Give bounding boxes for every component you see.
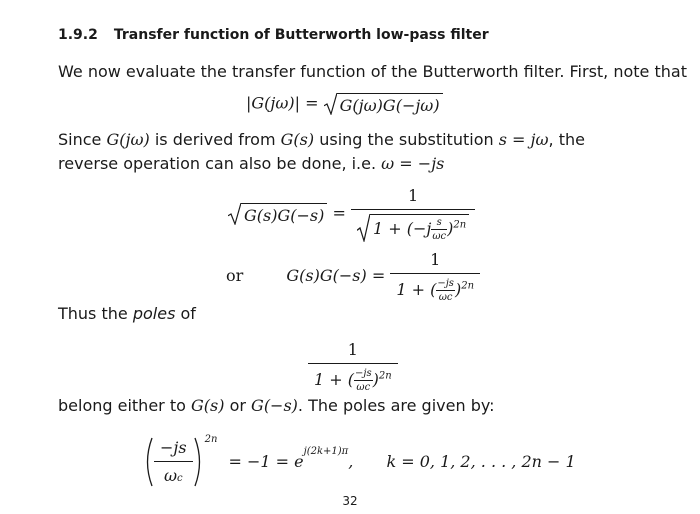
para3-emphasis: poles xyxy=(132,304,176,323)
eq3-den-post: ) xyxy=(454,280,462,299)
eq3-den-small-fraction xyxy=(436,278,455,303)
section-heading xyxy=(58,27,489,43)
para2-math-3: s = jω xyxy=(498,130,549,149)
eq4-exponent: 2n xyxy=(378,370,392,382)
eq2-den-small-fraction xyxy=(431,217,447,242)
paragraph-belong xyxy=(58,394,495,418)
eq4-small-den: ω xyxy=(356,382,365,393)
eq3-small-den: ω xyxy=(438,292,447,303)
equation-pole-expression xyxy=(308,340,398,393)
eq1-lhs: |G(jω)| = xyxy=(246,93,319,113)
eq2-lhs-sqrt xyxy=(228,203,327,225)
eq3-small-num: −js xyxy=(437,278,454,289)
para3-text-1: Thus the xyxy=(58,304,128,323)
eq4-small-sub: c xyxy=(364,382,371,393)
left-paren-icon xyxy=(142,437,154,487)
eq5-denominator: ω xyxy=(163,466,177,485)
eq2-small-num: s xyxy=(431,217,447,230)
para2-text-2: is derived from xyxy=(154,130,276,149)
eq3-numerator: 1 xyxy=(390,250,480,274)
radical-sign-icon xyxy=(228,203,241,225)
para2-text-3: using the substitution xyxy=(319,130,494,149)
radical-sign-icon xyxy=(324,93,337,115)
eq4-numerator: 1 xyxy=(308,340,398,364)
eq3-exponent: 2n xyxy=(461,280,475,292)
eq5-comma: , xyxy=(348,452,354,471)
eq3-lhs: G(s)G(−s) = xyxy=(286,266,386,285)
para2-math-4: ω = −js xyxy=(381,154,445,173)
page-number: 32 xyxy=(342,494,358,508)
equation-product xyxy=(226,250,480,303)
para4-text-3: . The poles are given by: xyxy=(297,396,495,415)
eq4-small-num: −js xyxy=(355,368,372,379)
eq5-middle: = −1 = e xyxy=(228,452,304,471)
equation-pole-condition xyxy=(142,434,576,487)
paragraph-poles xyxy=(58,302,196,326)
para3-text-2: of xyxy=(180,304,196,323)
para4-text-2: or xyxy=(229,396,246,415)
eq2-numerator: 1 xyxy=(351,186,475,210)
eq1-sqrt xyxy=(324,93,443,115)
eq2-den-post: ) xyxy=(447,219,454,238)
eq2-exponent: 2n xyxy=(453,219,467,231)
equation-sqrt-product xyxy=(228,186,475,242)
section-number: 1.9.2 xyxy=(58,27,98,43)
para4-text-1: belong either to xyxy=(58,396,186,415)
eq5-e-exponent: j(2k+1)π xyxy=(303,446,349,457)
eq4-den-pre: 1 + ( xyxy=(314,370,354,389)
eq4-fraction xyxy=(308,340,398,393)
para2-text-1: Since xyxy=(58,130,102,149)
eq4-den-small-fraction xyxy=(354,368,373,393)
eq3-den-pre: 1 + ( xyxy=(396,280,437,299)
eq1-radicand: G(jω)G(−jω) xyxy=(337,93,443,115)
eq2-equals: = xyxy=(332,203,346,223)
paragraph-substitution xyxy=(58,128,638,176)
para4-math-2: G(−s) xyxy=(251,396,298,415)
eq2-rhs-fraction xyxy=(351,186,475,242)
para2-text-4: , the reverse operation can also be done, i.e. xyxy=(58,130,585,173)
eq5-exponent: 2n xyxy=(204,434,218,445)
eq2-lhs: G(s)G(−s) xyxy=(241,203,327,225)
eq3-small-sub: c xyxy=(446,292,453,303)
para4-math-1: G(s) xyxy=(190,396,225,415)
paragraph-intro: We now evaluate the transfer function of the Butterworth filter. First, note that xyxy=(58,62,687,81)
para2-math-1: G(jω) xyxy=(106,130,150,149)
eq2-small-den: ω xyxy=(432,231,441,242)
eq5-k-range: k = 0, 1, 2, . . . , 2n − 1 xyxy=(386,452,576,471)
eq3-rhs-fraction xyxy=(390,250,480,303)
eq2-den-pre: 1 + (−j xyxy=(372,219,432,238)
eq3-or: or xyxy=(226,266,244,285)
radical-sign-icon xyxy=(357,214,370,242)
equation-magnitude xyxy=(246,93,443,115)
para2-math-2: G(s) xyxy=(280,130,315,149)
eq5-numerator: −js xyxy=(154,438,193,462)
eq5-fraction xyxy=(154,438,193,485)
section-title: Transfer function of Butterworth low-pass filter xyxy=(113,27,489,43)
eq2-small-sub: c xyxy=(440,231,447,242)
eq4-den-post: ) xyxy=(372,370,379,389)
eq2-den-sqrt xyxy=(357,214,469,242)
eq5-denominator-sub: c xyxy=(177,473,183,484)
right-paren-icon xyxy=(193,437,205,487)
